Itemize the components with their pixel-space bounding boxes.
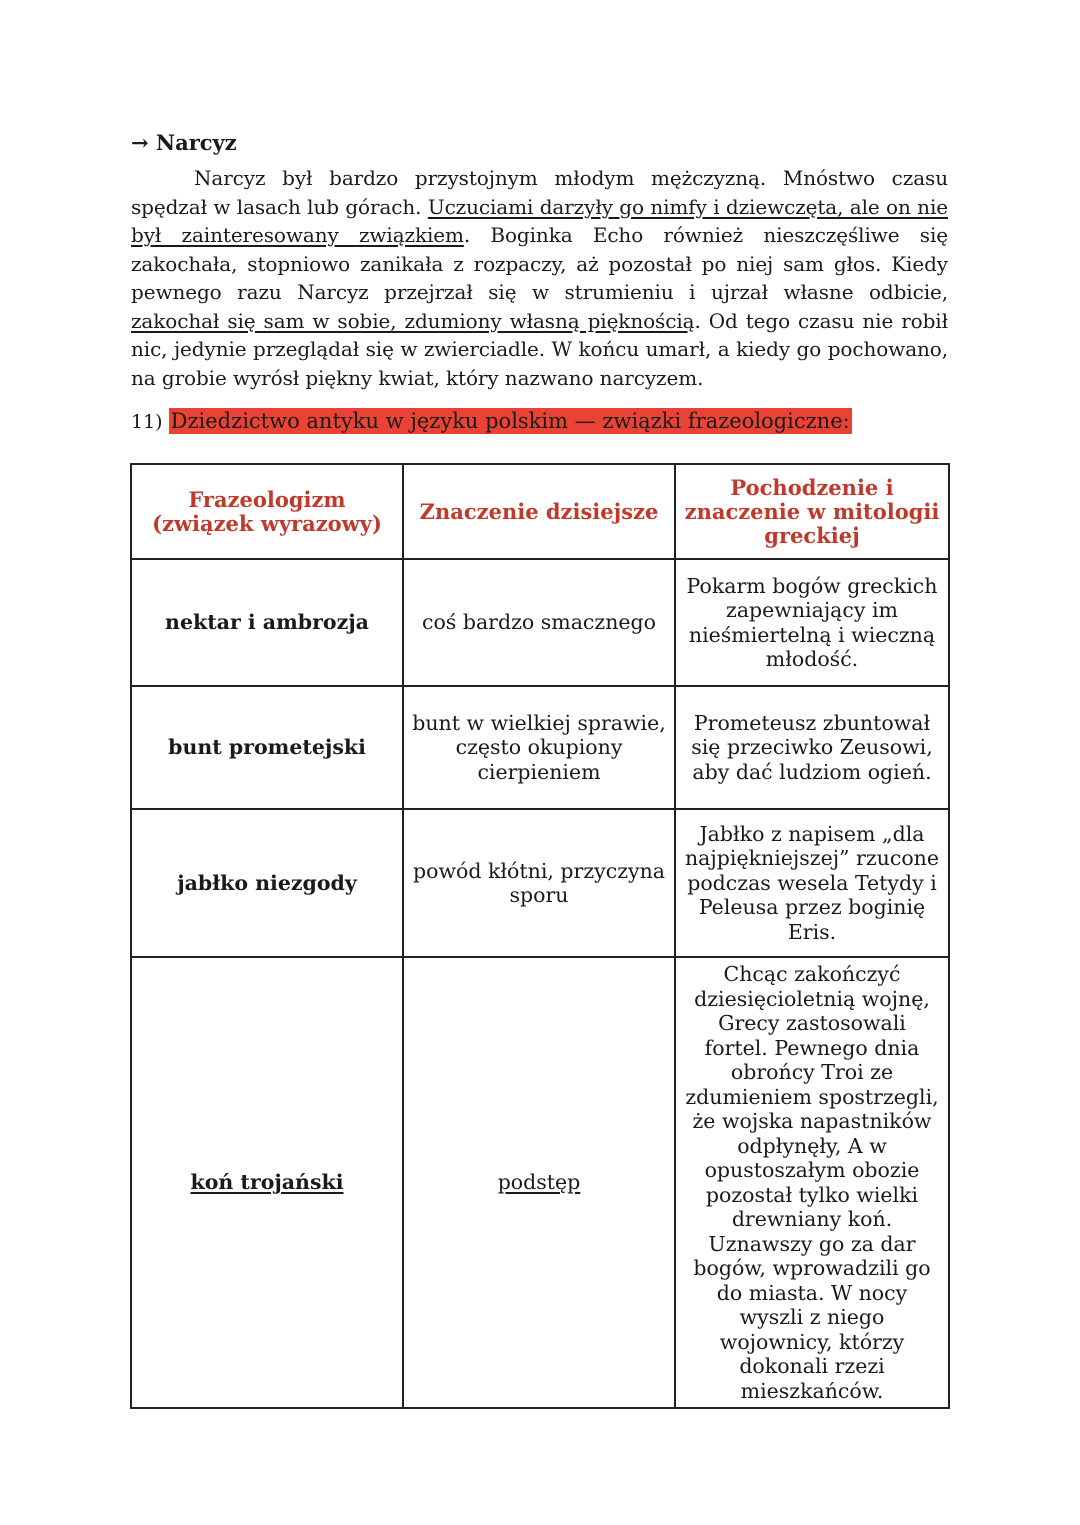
section-title <box>131 406 948 438</box>
header-origin: Pochodzenie i znaczenie w mitologii greckiej <box>675 464 949 559</box>
meaning-cell: powód kłótni, przyczyna sporu <box>403 809 675 957</box>
narcyz-text-2: . Boginka Echo również nieszczęśliwe się zakochała, stopniowo zanikała z rozpaczy, aż pozostał po niej sam głos. Kiedy pewnego razu Narcyz przejrzał się w strumieniu i ujrzał własne odbicie, <box>131 223 948 304</box>
table-header-row <box>131 464 949 559</box>
term-underlined: koń trojański <box>190 1170 344 1195</box>
meaning-cell: bunt w wielkiej sprawie, często okupiony cierpieniem <box>403 686 675 809</box>
table-row <box>131 686 949 809</box>
table-row <box>131 809 949 957</box>
origin-cell: Pokarm bogów greckich zapewniający im nieśmiertelną i wieczną młodość. <box>675 559 949 686</box>
section-number: 11) <box>131 411 169 433</box>
term-cell: bunt prometejski <box>131 686 403 809</box>
meaning-cell: coś bardzo smacznego <box>403 559 675 686</box>
document-page <box>131 128 948 438</box>
header-meaning: Znaczenie dzisiejsze <box>403 464 675 559</box>
narcyz-heading: → Narcyz <box>131 130 237 155</box>
meaning-cell <box>403 957 675 1408</box>
narcyz-text-3: . Od tego czasu nie robił nic, jedynie przeglądał się w zwierciadle. W końcu umarł, a kiedy go pochowano, na grobie wyrósł piękny kwiat, który nazwano narcyzem. <box>131 308 948 390</box>
narcyz-underline-1: Uczuciami darzyły go nimfy i dziewczęta, ale on nie był zainteresowany związkiem <box>131 194 948 247</box>
table-row <box>131 559 949 686</box>
term-cell <box>131 957 403 1408</box>
header-phraseologism: Frazeologizm (związek wyrazowy) <box>131 464 403 559</box>
table-row <box>131 957 949 1408</box>
section-title-highlight: Dziedzictwo antyku w języku polskim — związki frazeologiczne: <box>170 409 850 433</box>
narcyz-text-1: Narcyz był bardzo przystojnym młodym mężczyzną. Mnóstwo czasu spędzał w lasach lub górach. <box>131 166 948 219</box>
term-cell: jabłko niezgody <box>131 809 403 957</box>
phraseology-table <box>130 463 950 1409</box>
origin-cell: Chcąc zakończyć dziesięcioletnią wojnę, Grecy zastosowali fortel. Pewnego dnia obrońcy Troi ze zdumieniem spostrzegli, że wojska napastników odpłynęły, A w opustoszałym obozie pozostał tylko wielki drewniany koń. Uznawszy go za dar bogów, wprowadzili go do miasta. W nocy wyszli z niego wojownicy, którzy dokonali rzezi mieszkańców. <box>675 957 949 1408</box>
term-cell: nektar i ambrozja <box>131 559 403 686</box>
meaning-underlined: podstęp <box>497 1170 581 1195</box>
origin-cell: Prometeusz zbuntował się przeciwko Zeusowi, aby dać ludziom ogień. <box>675 686 949 809</box>
narcyz-underline-2: zakochał się sam w sobie, zdumiony własną pięknością <box>131 308 695 333</box>
narcyz-paragraph <box>131 164 948 392</box>
origin-cell: Jabłko z napisem „dla najpiękniejszej” rzucone podczas wesela Tetydy i Peleusa przez boginię Eris. <box>675 809 949 957</box>
